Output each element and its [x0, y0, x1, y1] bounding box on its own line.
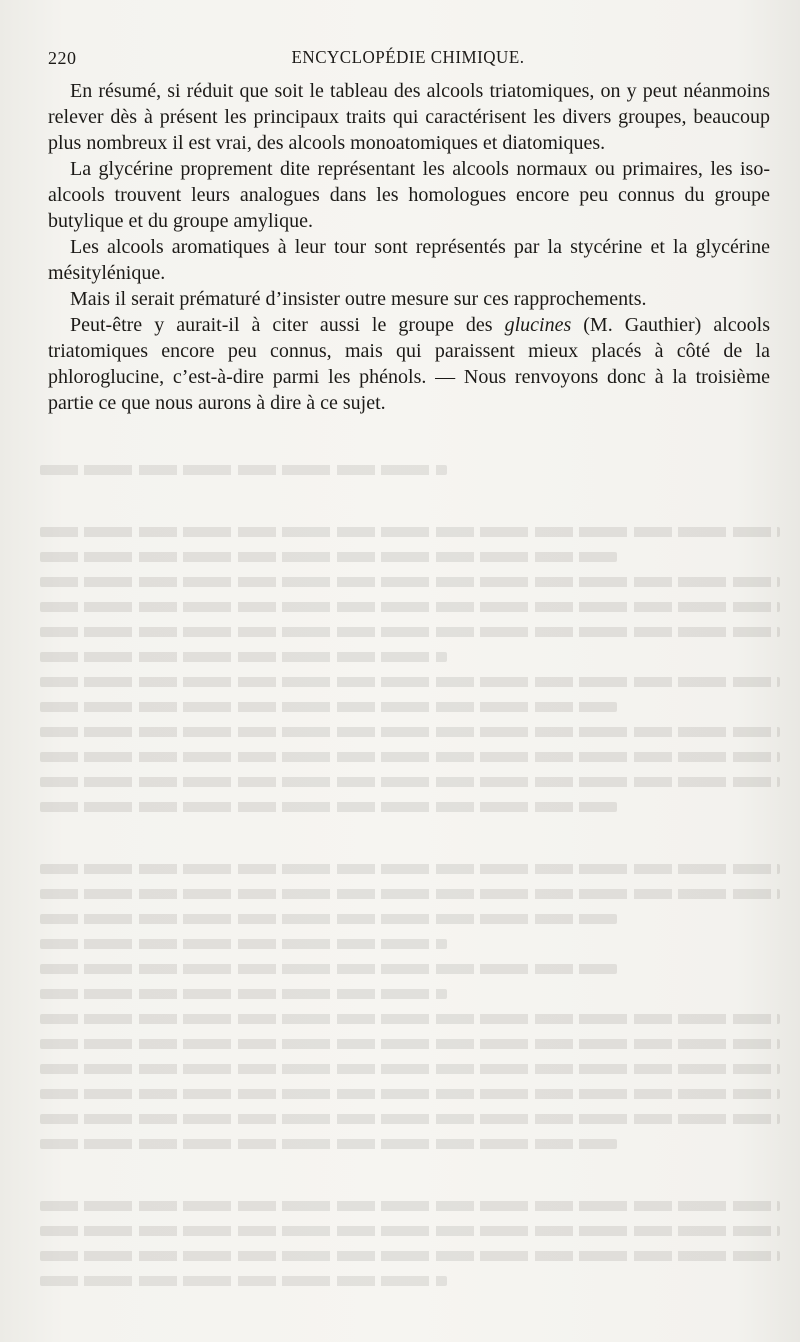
body-text: [48, 78, 770, 416]
bleed-line: [40, 964, 617, 974]
paragraph-premature: Mais il serait prématuré d’insister outre mesure sur ces rapprochements.: [70, 288, 647, 310]
paragraph-glucines-end: (M. Gauthier) alcools triatomiques encore peu connus, mais qui paraissent mieux placés à côté de la phloroglucine, c’est-à-dire parmi les phénols. — Nous renvoyons donc à la troisième partie ce que nous aurons à dire à ce sujet.: [48, 314, 770, 414]
paragraph-summary: En résumé, si réduit que soit le tableau des alcools triatomiques, on y peut néanmoins relever dès à présent les principaux traits qui caractérisent les divers groupes, beaucoup plus nombreux il est vrai, des alcools monoatomiques et diatomiques.: [48, 80, 770, 154]
bleed-line: [40, 802, 617, 812]
bleed-line: [40, 577, 780, 587]
bleed-line: [40, 989, 447, 999]
paragraph-glucines-start: Peut-être y aurait-il à citer aussi le groupe des: [70, 314, 505, 336]
reverse-page-bleed-through: [40, 450, 780, 1330]
bleed-line: [40, 889, 780, 899]
paragraph-aromatic-alcohols: Les alcools aromatiques à leur tour sont représentés par la stycérine et la glycérine mésitylénique.: [48, 236, 770, 284]
bleed-line: [40, 627, 780, 637]
bleed-line: [40, 1014, 780, 1024]
paragraph-glucines: [48, 312, 770, 416]
bleed-line: [40, 652, 447, 662]
bleed-line: [40, 1039, 780, 1049]
bleed-line: [40, 914, 617, 924]
bleed-line: [40, 939, 447, 949]
bleed-line: [40, 602, 780, 612]
running-title: ENCYCLOPÉDIE CHIMIQUE.: [291, 47, 525, 68]
page-number: 220: [48, 48, 77, 68]
bleed-line: [40, 1064, 780, 1074]
bleed-line: [40, 752, 780, 762]
glucines-term: glucines: [504, 314, 572, 336]
bleed-line: [40, 1251, 780, 1261]
bleed-line: [40, 777, 780, 787]
bleed-line: [40, 727, 780, 737]
bleed-line: [40, 1089, 780, 1099]
bleed-line: [40, 1226, 780, 1236]
bleed-line: [40, 677, 780, 687]
bleed-line: [40, 1201, 780, 1211]
paragraph-glycerine: La glycérine proprement dite représentant les alcools normaux ou primaires, les iso-alcools trouvent leurs analogues dans les homologues encore peu connus du groupe butylique et du groupe amylique.: [48, 158, 770, 232]
bleed-line: [40, 1139, 617, 1149]
bleed-line: [40, 527, 780, 537]
bleed-line: [40, 864, 780, 874]
bleed-line: [40, 465, 447, 475]
bleed-line: [40, 702, 617, 712]
page-header: [48, 44, 768, 74]
bleed-line: [40, 1276, 447, 1286]
bleed-line: [40, 1114, 780, 1124]
bleed-line: [40, 552, 617, 562]
